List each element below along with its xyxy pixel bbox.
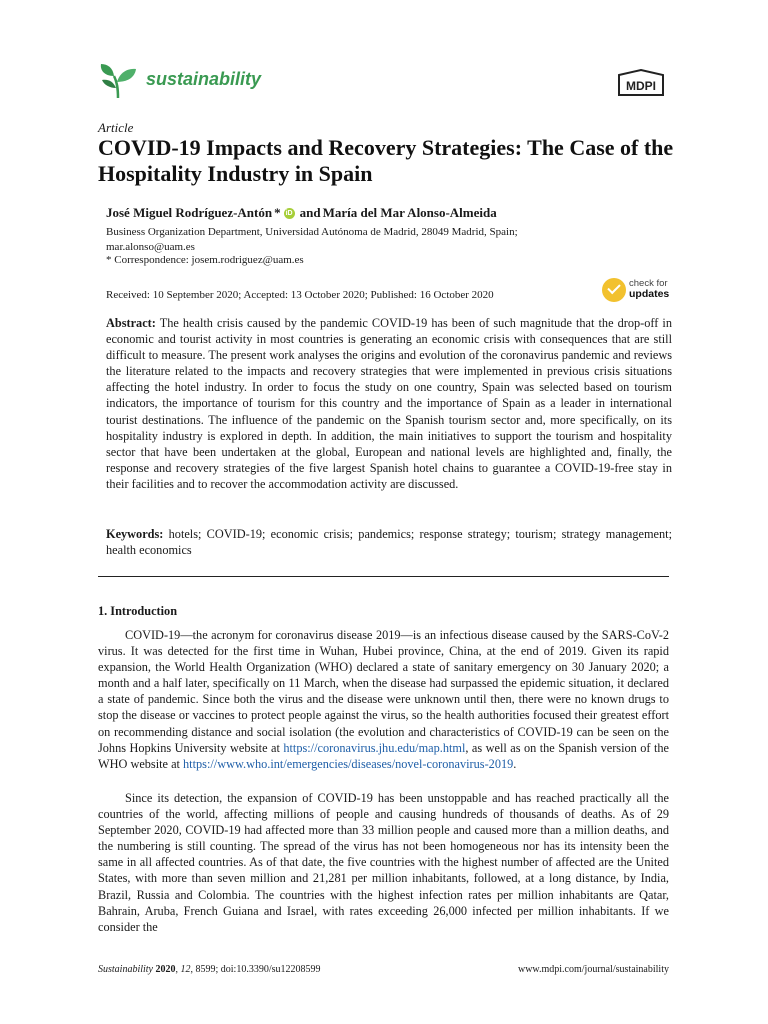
section-heading: 1. Introduction <box>98 604 178 618</box>
author-1[interactable]: José Miguel Rodríguez-Antón <box>106 205 273 220</box>
footer-journal: Sustainability <box>98 964 153 975</box>
para1-text-a: COVID-19—the acronym for coronavirus disease 2019—is an infectious disease caused by the SARS-CoV-2 virus. It was detected for the first time in Wuhan, Hubei province, China, at the end of 2019. Given its rapid expansion, the World Health Organization (WHO) declared a state of sanitary emergency on 30 January 2020; a month and a half later, specifically on 11 March, when the disease had surpassed the epidemic situation, it declared a state of pandemic. Since both the virus and the disease were unknown until then, there were no known drugs to stop the disease or vaccines to protect people against the virus, so the health authorities focused their greatest effort on recommending distance and social isolation (the evolution and characteristics of COVID-19 can be seen on the Johns Hopkins University website at <box>98 628 669 755</box>
mdpi-logo[interactable] <box>613 69 669 99</box>
jhu-link[interactable]: https://coronavirus.jhu.edu/map.html <box>283 740 466 755</box>
footer-year: 2020 <box>155 964 176 975</box>
affiliation: Business Organization Department, Universidad Autónoma de Madrid, 28049 Madrid, Spain; mar.alonso@uam.es <box>106 226 518 253</box>
author-2[interactable]: María del Mar Alonso-Almeida <box>322 205 497 220</box>
keywords-label: Keywords: <box>106 527 164 541</box>
publisher-name: MDPI <box>626 79 656 93</box>
footer-doi: , 8599; doi:10.3390/su12208599 <box>190 964 321 975</box>
check-updates-line2: updates <box>629 288 670 300</box>
journal-name[interactable]: sustainability <box>146 69 262 89</box>
para1-text-b: , as well as on the Spanish version of the WHO website at <box>98 740 669 771</box>
intro-paragraph-2: Since its detection, the expansion of COVID-19 has been unstoppable and has reached practically all the countries of the world, affecting millions of people and causing hundreds of thousands of deaths. As of 29 September 2020, COVID-19 had affected more than 33 million people and caused more than a million deaths, and the numbering is still counting. The spread of the virus has not been homogeneous nor has its intensity been the same in all affected countries. As of that date, the five countries with the highest number of affected are the United States, with more than seven million and 21,281 per million inhabitants, followed, at a long distance, by India, Brazil, Russia and Colombia. The countries with the highest infection rates per million inhabitants are Qatar, Bahrain, Aruba, French Guiana and Israel, with rates exceeding 26,000 infected per million inhabitants. If we consider the <box>98 791 669 934</box>
who-link[interactable]: https://www.who.int/emergencies/diseases/novel-coronavirus-2019 <box>183 756 514 771</box>
journal-url[interactable]: www.mdpi.com/journal/sustainability <box>517 964 669 975</box>
abstract-text: The health crisis caused by the pandemic COVID-19 has been of such magnitude that the drop-off in economic and tourist activity in most countries is generating an economic crisis with consequences that are still difficult to measure. The present work analyses the origins and evolution of the coronavirus pandemic and reviews the literature related to the impacts and recovery strategies that were implemented in previous crisis situations affecting the hotel industry. In order to focus the study on one country, Spain was selected based on tourism indicators, the importance of tourism for this country and the importance of Spain as a leader in international tourist destinations. The influence of the pandemic on the Spanish tourism sector and, more specifically, on its hospitality industry is explored in depth. In addition, the main initiatives to support the tourism and hospitality sector that have been undertaken at the global, European and national levels are highlighted and, finally, the response and recovery strategies of the five largest Spanish hotel chains to guarantee a COVID-19-free stay in their facilities and to recover the accommodation activity are discussed. <box>106 316 672 491</box>
publication-dates: Received: 10 September 2020; Accepted: 13 October 2020; Published: 16 October 2020 <box>106 289 494 301</box>
check-icon <box>602 278 626 302</box>
author-connector: and <box>299 205 321 220</box>
author-list <box>106 205 497 221</box>
sustainability-logo-icon <box>98 60 138 100</box>
abstract <box>106 315 672 492</box>
corresponding-mark: * <box>274 205 281 220</box>
keywords <box>106 526 672 558</box>
citation-footer: Sustainability 2020, 12, 8599; doi:10.3390/su12208599 <box>98 964 321 975</box>
abstract-label: Abstract: <box>106 316 156 330</box>
orcid-icon[interactable]: iD <box>285 209 293 217</box>
correspondence: * Correspondence: josem.rodriguez@uam.es <box>106 254 304 266</box>
keywords-text: hotels; COVID-19; economic crisis; pandemics; response strategy; tourism; strategy management; health economics <box>106 527 672 558</box>
section-divider <box>98 576 669 577</box>
check-for-updates-badge[interactable] <box>602 278 672 304</box>
para1-text-c: . <box>513 756 517 771</box>
intro-paragraph-1 <box>98 627 669 772</box>
check-updates-line1: check for <box>629 278 668 289</box>
footer-volume: 12 <box>180 964 191 975</box>
article-type: Article <box>98 120 134 135</box>
article-title: COVID-19 Impacts and Recovery Strategies: The Case of the Hospitality Industry in Spain <box>98 135 674 186</box>
